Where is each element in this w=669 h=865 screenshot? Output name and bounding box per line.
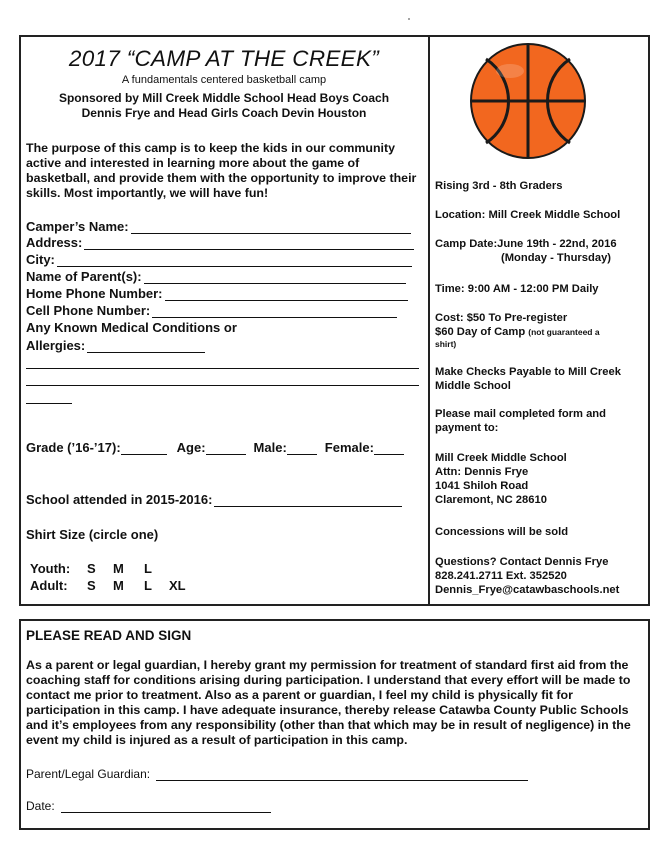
school-field[interactable]: [26, 492, 402, 507]
youth-size-s[interactable]: S: [87, 561, 96, 576]
cost-info: [435, 311, 645, 350]
camper-name-field[interactable]: [26, 218, 411, 234]
cost-line-2: $60 Day of Camp: [435, 326, 526, 338]
adult-size-xl[interactable]: XL: [169, 578, 186, 593]
location-info: Location: Mill Creek Middle School: [435, 209, 621, 221]
checks-info: [435, 365, 645, 393]
medical-write-line-3[interactable]: [26, 403, 72, 404]
date-label: Date:: [26, 799, 55, 813]
school-label: School attended in 2015-2016:: [26, 492, 213, 507]
address-line[interactable]: [84, 237, 414, 250]
grade-line[interactable]: [121, 442, 167, 455]
grades-info: Rising 3rd - 8th Graders: [435, 180, 563, 192]
medical-conditions-label-row: [26, 319, 237, 335]
dates-line-2: (Monday - Thursday): [501, 252, 612, 264]
checks-line-1: Make Checks Payable to Mill Creek: [435, 366, 621, 378]
mail-line-2: payment to:: [435, 422, 499, 434]
guardian-signature-line[interactable]: [156, 769, 528, 781]
email-line: Dennis_Frye@catawbaschools.net: [435, 584, 620, 596]
city-label: City:: [26, 252, 55, 267]
female-line[interactable]: [374, 442, 404, 455]
address-line-2: Attn: Dennis Frye: [435, 466, 529, 478]
address-line-4: Claremont, NC 28610: [435, 494, 547, 506]
medical-conditions-label: Any Known Medical Conditions or: [26, 320, 237, 335]
date-line[interactable]: [61, 801, 271, 813]
mailing-address: [435, 451, 645, 507]
sponsor-text: [22, 91, 426, 120]
home-phone-line[interactable]: [165, 288, 408, 301]
medical-write-line-2[interactable]: [26, 385, 419, 386]
address-line-3: 1041 Shiloh Road: [435, 480, 529, 492]
time-info: Time: 9:00 AM - 12:00 PM Daily: [435, 283, 599, 295]
female-label: Female:: [324, 440, 374, 455]
parent-name-label: Name of Parent(s):: [26, 269, 142, 284]
camp-subtitle: A fundamentals centered basketball camp: [121, 74, 327, 86]
sponsor-line-1: Sponsored by Mill Creek Middle School Head Boys Coach: [58, 91, 390, 105]
grade-age-gender-row: [26, 440, 404, 455]
home-phone-field[interactable]: [26, 285, 408, 301]
youth-label: Youth:: [30, 561, 71, 576]
male-label: Male:: [253, 440, 287, 455]
address-label: Address:: [26, 235, 83, 250]
home-phone-label: Home Phone Number:: [26, 286, 163, 301]
mail-line-1: Please mail completed form and: [435, 408, 606, 420]
age-line[interactable]: [206, 442, 246, 455]
basketball-icon: [468, 41, 588, 161]
address-line-1: Mill Creek Middle School: [435, 452, 567, 464]
sponsor-line-2: Dennis Frye and Head Girls Coach Devin Houston: [81, 105, 367, 120]
purpose-paragraph: The purpose of this camp is to keep the kids in our community active and interested in learning more about the game of basketball, and provide them with the opportunity to improve their skills. Most importantly, we will have fun!: [26, 141, 417, 200]
column-divider: [428, 35, 430, 606]
adult-size-s[interactable]: S: [87, 578, 96, 593]
camper-name-label: Camper’s Name:: [26, 219, 129, 234]
adult-label: Adult:: [30, 578, 68, 593]
city-field[interactable]: [26, 251, 412, 267]
date-field[interactable]: [26, 799, 271, 813]
dates-line-1: Camp Date:June 19th - 22nd, 2016: [435, 238, 617, 250]
mail-info: [435, 407, 645, 435]
medical-write-line-1[interactable]: [26, 368, 419, 369]
allergies-line[interactable]: [87, 340, 205, 353]
age-label: Age:: [176, 440, 206, 455]
cell-phone-label: Cell Phone Number:: [26, 303, 151, 318]
dates-info: [435, 237, 645, 265]
cost-note-2: shirt): [435, 339, 457, 349]
shirt-size-label: Shirt Size (circle one): [26, 527, 159, 542]
camp-title: 2017 “CAMP AT THE CREEK”: [68, 46, 380, 71]
allergies-label: Allergies:: [26, 338, 86, 353]
youth-size-m[interactable]: M: [113, 561, 124, 576]
guardian-label: Parent/Legal Guardian:: [26, 767, 151, 781]
cost-note-1: (not guaranteed a: [528, 327, 600, 337]
cell-phone-line[interactable]: [152, 305, 397, 318]
cell-phone-field[interactable]: [26, 302, 397, 318]
male-line[interactable]: [287, 442, 317, 455]
waiver-title: PLEASE READ AND SIGN: [26, 628, 192, 643]
concessions-info: Concessions will be sold: [435, 526, 569, 538]
scan-speck: [408, 18, 410, 20]
youth-size-l[interactable]: L: [144, 561, 152, 576]
school-line[interactable]: [214, 494, 402, 507]
checks-line-2: Middle School: [435, 380, 511, 392]
phone-line: 828.241.2711 Ext. 352520: [435, 570, 567, 582]
parent-name-line[interactable]: [144, 271, 406, 284]
adult-size-l[interactable]: L: [144, 578, 152, 593]
youth-sizes-row: [30, 561, 168, 576]
city-line[interactable]: [57, 254, 412, 267]
guardian-signature-field[interactable]: [26, 767, 528, 781]
cost-line-1: Cost: $50 To Pre-register: [435, 312, 568, 324]
parent-name-field[interactable]: [26, 268, 406, 284]
address-field[interactable]: [26, 234, 414, 250]
allergies-field[interactable]: [26, 337, 205, 353]
contact-info: [435, 555, 645, 597]
questions-line: Questions? Contact Dennis Frye: [435, 556, 609, 568]
shirt-size-heading: [26, 527, 158, 542]
adult-sizes-row: [30, 578, 193, 593]
adult-size-m[interactable]: M: [113, 578, 124, 593]
waiver-body: As a parent or legal guardian, I hereby grant my permission for treatment of standard first aid from the coaching staff for conditions arising during participation. I understand that every effort will be made to contact me prior to treatment. Also as a parent or guardian, I feel my child is physically fit for participation in this camp. I have adequate insurance, thereby release Catawba County Public Schools and it’s employees from any responsibility (other than that which may be in result of negligence) in the event my child is injured as a result of participation in this camp.: [26, 658, 631, 747]
camper-name-line[interactable]: [131, 221, 411, 234]
grade-label: Grade (’16-’17):: [26, 440, 121, 455]
